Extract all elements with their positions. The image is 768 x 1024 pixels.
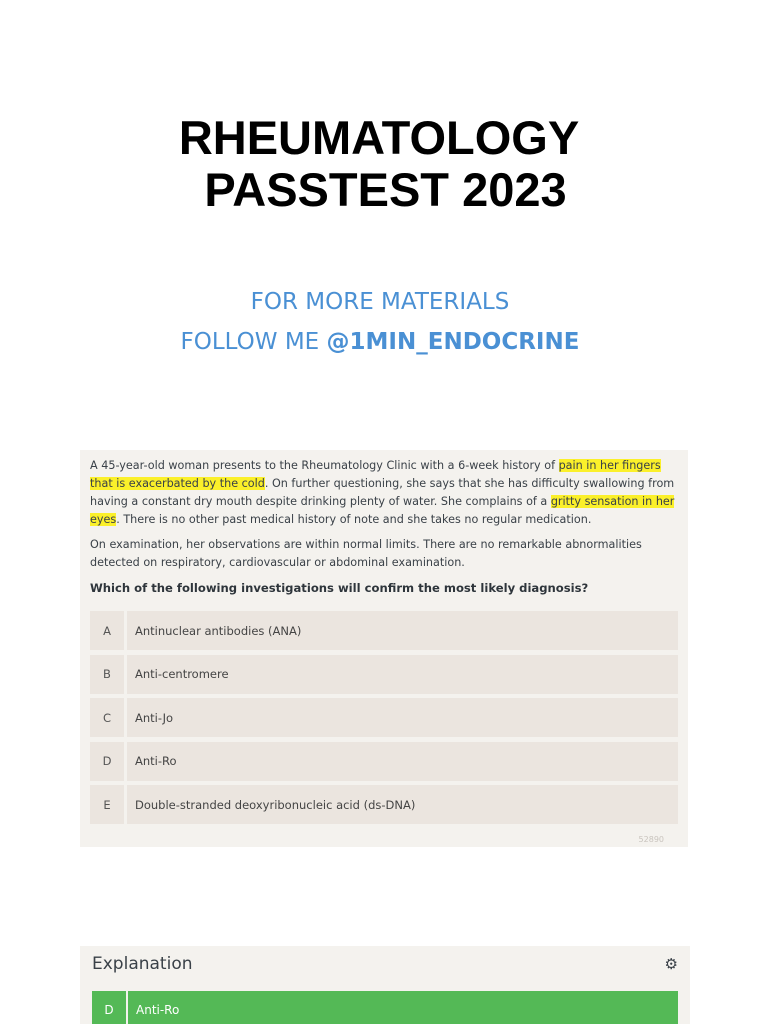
option-letter: D — [90, 742, 124, 781]
question-id: 52890 — [638, 835, 664, 844]
stem-text-2: . On further questioning, she says that she has difficulty swallowing from having a constant dry mouth despite drinking plenty of water. She complains of a — [90, 477, 675, 508]
answer-letter: D — [92, 991, 126, 1024]
option-text: Anti-Ro — [127, 742, 678, 781]
promo-line-1: FOR MORE MATERIALS — [250, 289, 510, 315]
option-text: Anti-centromere — [127, 655, 678, 694]
option-letter: B — [90, 655, 124, 694]
question-card — [80, 450, 688, 847]
title-line-2: PASSTEST 2023 — [191, 163, 567, 216]
title-line-1: RHEUMATOLOGY — [178, 111, 580, 164]
promo-handle: @1MIN_ENDOCRINE — [326, 329, 580, 355]
promo-text — [0, 282, 760, 362]
option-c[interactable] — [90, 698, 678, 737]
highlight-2: gritty sensation in her eyes — [90, 495, 675, 526]
option-text: Anti-Jo — [127, 698, 678, 737]
stem-text-1: A 45-year-old woman presents to the Rheumatology Clinic with a 6-week history of — [90, 459, 559, 472]
option-text: Antinuclear antibodies (ANA) — [127, 611, 678, 650]
stem-text-3: . There is no other past medical history of note and she takes no regular medication. — [116, 513, 592, 526]
option-letter: E — [90, 785, 124, 824]
document-title — [0, 112, 758, 216]
option-e[interactable] — [90, 785, 678, 824]
option-text: Double-stranded deoxyribonucleic acid (ds-DNA) — [127, 785, 678, 824]
option-b[interactable] — [90, 655, 678, 694]
correct-answer — [92, 991, 678, 1024]
option-d[interactable] — [90, 742, 678, 781]
question-examination: On examination, her observations are within normal limits. There are no remarkable abnormalities detected on respiratory, cardiovascular or abdominal examination. — [90, 538, 642, 569]
answer-text: Anti-Ro — [128, 991, 678, 1024]
question-prompt: Which of the following investigations will confirm the most likely diagnosis? — [90, 581, 589, 595]
promo-follow-text: FOLLOW ME — [180, 329, 327, 355]
gear-icon[interactable]: ⚙ — [664, 955, 678, 973]
highlight-1: pain in her fingers that is exacerbated by the cold — [90, 459, 661, 490]
explanation-heading: Explanation — [92, 954, 193, 974]
option-a[interactable] — [90, 611, 678, 650]
question-stem — [90, 457, 678, 529]
promo-line-2 — [0, 322, 760, 362]
option-letter: C — [90, 698, 124, 737]
option-letter: A — [90, 611, 124, 650]
explanation-card — [80, 946, 690, 1024]
